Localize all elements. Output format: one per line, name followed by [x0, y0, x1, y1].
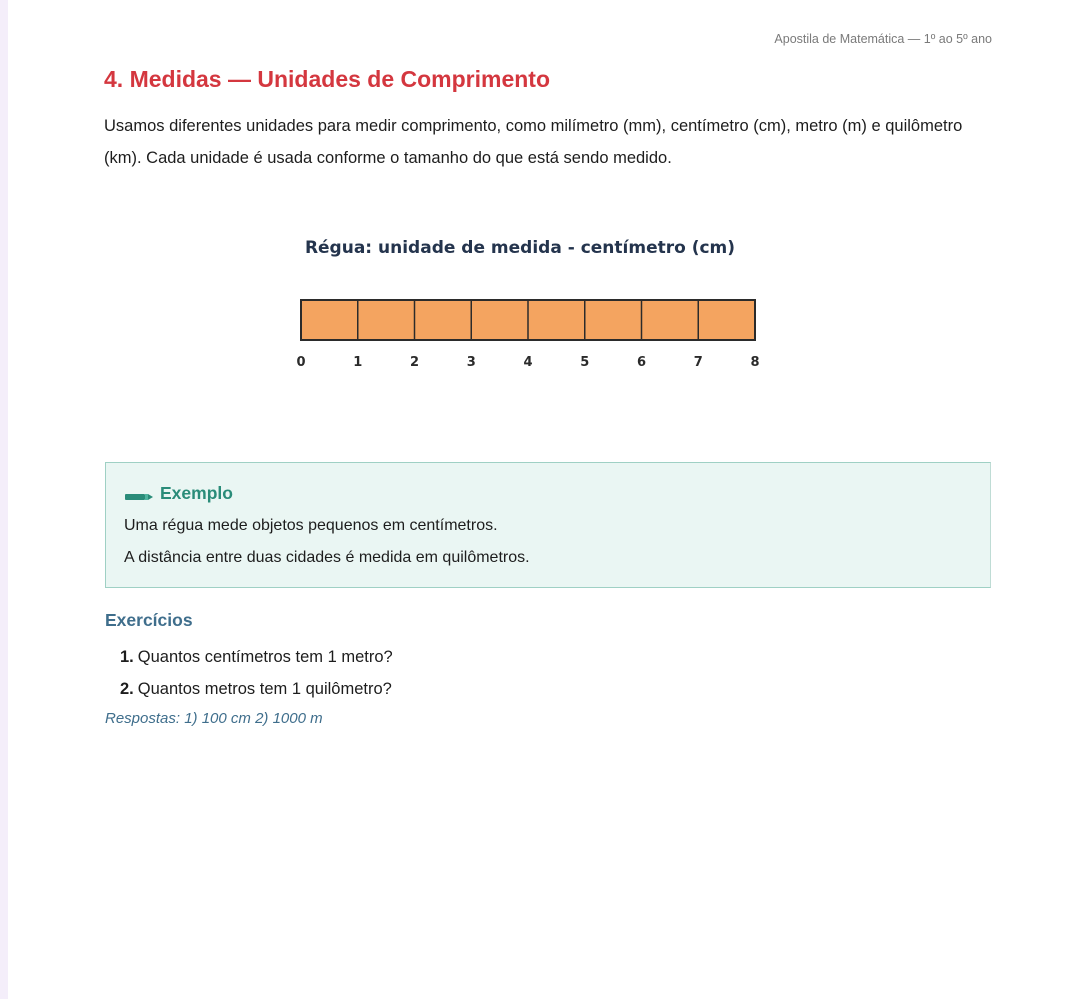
exercise-text: Quantos metros tem 1 quilômetro? [137, 680, 392, 698]
ruler-graphic [278, 292, 778, 382]
exercise-number: 1. [120, 648, 134, 666]
ruler-tick-label: 1 [353, 355, 363, 370]
section-title: 4. Medidas — Unidades de Comprimento [104, 66, 551, 92]
ruler-title: Régua: unidade de medida - centímetro (cm) [304, 238, 736, 258]
ruler-tick-label: 2 [409, 355, 420, 370]
ruler-tick-label: 4 [523, 355, 533, 370]
ruler-tick-label: 5 [580, 355, 590, 370]
exercise-text: Quantos centímetros tem 1 metro? [137, 648, 393, 666]
ruler-tick-label: 3 [466, 355, 476, 370]
exercises-title: Exercícios [105, 610, 193, 630]
ruler-tick-label: 0 [296, 355, 306, 370]
ruler-tick-label: 6 [636, 355, 647, 370]
ruler-tick-label: 8 [750, 355, 760, 370]
example-line: A distância entre duas cidades é medida em quilômetros. [124, 549, 530, 566]
answers-line: Respostas: 1) 100 cm 2) 1000 m [105, 710, 323, 727]
exercise-number: 2. [120, 680, 134, 698]
exercise-item [120, 648, 393, 667]
ruler-tick-label: 7 [693, 355, 703, 370]
example-line: Uma régua mede objetos pequenos em centímetros. [124, 517, 498, 534]
pencil-icon [124, 489, 154, 499]
exercise-item [120, 680, 392, 699]
example-header [124, 483, 233, 504]
intro-paragraph: Usamos diferentes unidades para medir comprimento, como milímetro (mm), centímetro (cm), metro (m) e quilômetro (km). Cada unidade é usada conforme o tamanho do que está sendo medido. [104, 117, 963, 167]
example-title: Exemplo [160, 483, 233, 503]
document-page [8, 0, 1080, 999]
ruler-figure [8, 238, 1080, 388]
running-header: Apostila de Matemática — 1º ao 5º ano [774, 32, 992, 46]
example-box [105, 462, 991, 588]
